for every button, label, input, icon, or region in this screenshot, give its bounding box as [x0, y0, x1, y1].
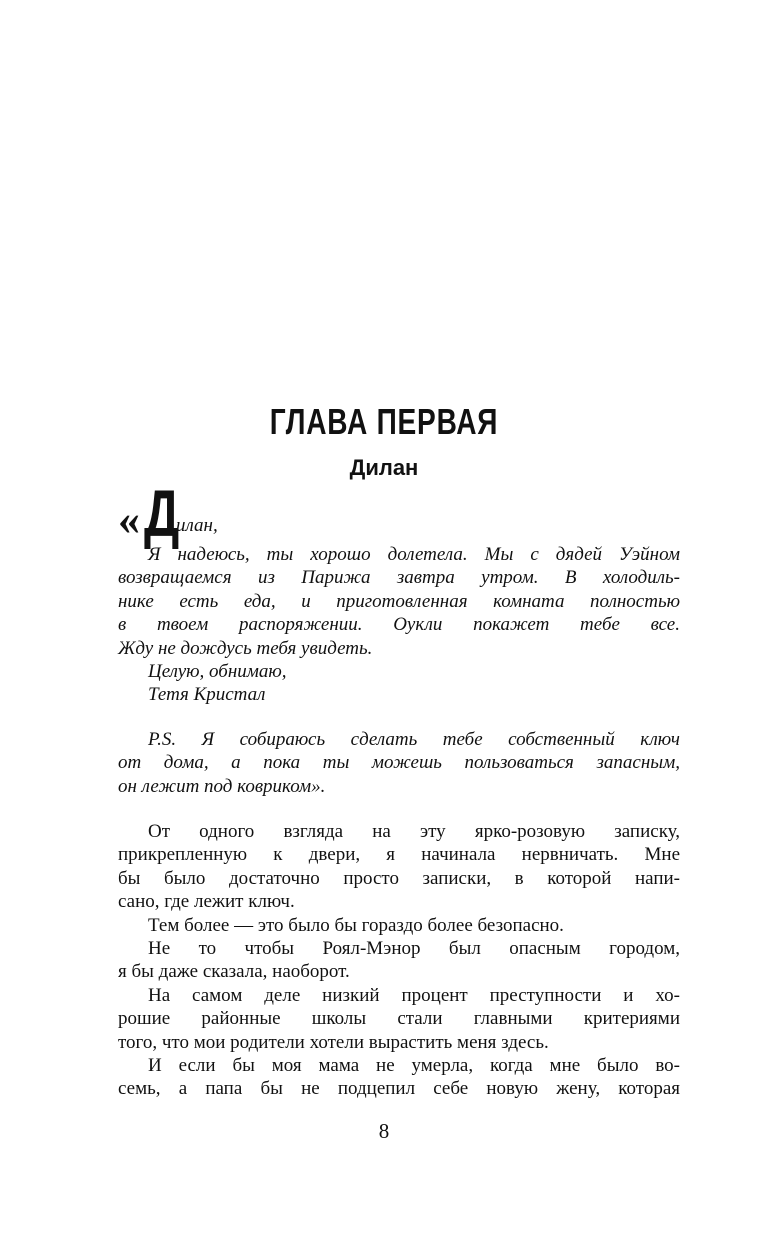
- ps-line: от дома, а пока ты можешь пользоваться запасным,: [118, 752, 680, 774]
- letter-postscript: [118, 728, 680, 798]
- letter-line: возвращаемся из Парижа завтра утром. В холодиль-: [118, 567, 680, 589]
- ps-line: P.S. Я собираюсь сделать тебе собственный ключ: [148, 729, 680, 750]
- letter-line: Я надеюсь, ты хорошо долетела. Мы с дядей Уэйном: [148, 544, 680, 565]
- paragraph-line: сано, где лежит ключ.: [118, 891, 295, 913]
- opening-quote: «: [118, 495, 140, 544]
- paragraph-line: того, что мои родители хотели вырастить меня здесь.: [118, 1031, 549, 1053]
- paragraph-line: семь, а папа бы не подцепил себе новую жену, которая: [118, 1078, 680, 1100]
- paragraph-line: рошие районные школы стали главными критериями: [118, 1008, 680, 1030]
- letter-signature: Тетя Кристал: [148, 684, 266, 706]
- drop-cap: Д: [144, 476, 180, 550]
- paragraph-line: прикрепленную к двери, я начинала нервничать. Мне: [118, 844, 680, 866]
- paragraph-line: И если бы моя мама не умерла, когда мне было во-: [148, 1054, 680, 1076]
- letter-salutation: [118, 476, 680, 550]
- page-number: 8: [378, 1119, 390, 1143]
- letter-line: в твоем распоряжении. Оукли покажет тебе все.: [118, 614, 680, 636]
- paragraph-line: От одного взгляда на эту ярко-розовую записку,: [148, 821, 680, 842]
- narrative-text: [118, 820, 680, 1101]
- paragraph-line: Не то чтобы Роял-Мэнор был опасным городом,: [148, 937, 680, 959]
- chapter-title: ГЛАВА ПЕРВАЯ: [269, 401, 499, 442]
- letter-body: [118, 543, 680, 707]
- paragraph-line: бы было достаточно просто записки, в которой напи-: [118, 867, 680, 889]
- salutation-rest: илан,: [176, 515, 218, 536]
- paragraph-line: На самом деле низкий процент преступности и хо-: [148, 984, 680, 1006]
- letter-line: нике есть еда, и приготовленная комната полностью: [118, 590, 680, 612]
- letter-line: Жду не дождусь тебя увидеть.: [118, 637, 373, 659]
- ps-line: он лежит под ковриком».: [118, 775, 326, 797]
- letter-closing: Целую, обнимаю,: [148, 660, 287, 682]
- paragraph-line: Тем более — это было бы гораздо более безопасно.: [148, 914, 564, 936]
- chapter-subtitle: Дилан: [349, 455, 419, 480]
- paragraph-line: я бы даже сказала, наоборот.: [118, 961, 350, 983]
